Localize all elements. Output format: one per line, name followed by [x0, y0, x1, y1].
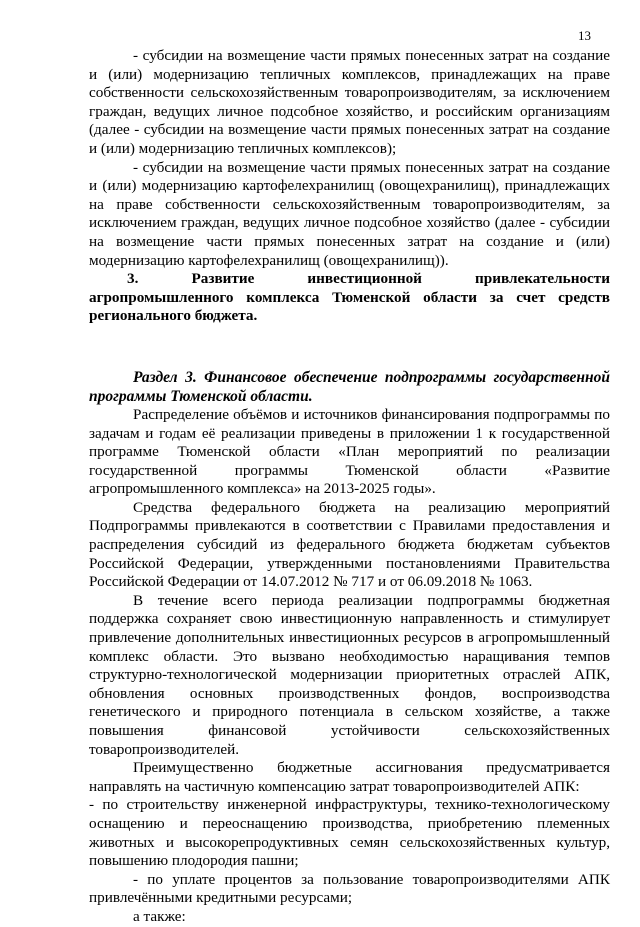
paragraph-budget-allocations: Преимущественно бюджетные ассигнования предусматривается направлять на частичную компенсацию затрат товаропроизводителей АПК: — [89, 759, 610, 795]
heading-investment-attractiveness: 3. Развитие инвестиционной привлекательности агропромышленного комплекса Тюменской области за счет средств регионального бюджета. — [89, 270, 610, 325]
document-body — [89, 47, 610, 927]
paragraph-federal-funds: Средства федерального бюджета на реализацию мероприятий Подпрограммы привлекаются в соответствии с Правилами предоставления и распределения субсидий из федерального бюджета бюджетам субъектов Российской Федерации, утвержденными постановлениями Правительства Российской Федерации от 14.07.2012 № 717 и от 06.09.2018 № 1063. — [89, 498, 610, 591]
paragraph-infrastructure: - по строительству инженерной инфраструктуры, технико-технологическому оснащению и переоснащению производства, приобретению племенных животных и высокорепродуктивных семян сельскохозяйственных культур, повышению плодородия пашни; — [89, 796, 610, 870]
paragraph-also: а также: — [133, 907, 186, 925]
paragraph-subsidy-greenhouses: - субсидии на возмещение части прямых понесенных затрат на создание и (или) модернизацию тепличных комплексов, принадлежащих на праве собственности сельскохозяйственным товаропроизводителям, за исключением граждан, ведущих личное подсобное хозяйство, и российским организациям (далее - субсидии на возмещение части прямых понесенных затрат на создание и (или) модернизацию тепличных комплексов); — [89, 47, 610, 157]
page-number: 13 — [578, 28, 591, 43]
paragraph-interest-payments: - по уплате процентов за пользование товаропроизводителями АПК привлечёнными кредитными ресурсами; — [89, 870, 610, 907]
paragraph-subsidy-potato-storage: - субсидии на возмещение части прямых понесенных затрат на создание и (или) модернизацию картофелехранилищ (овощехранилищ), принадлежащих на праве собственности сельскохозяйственным товаропроизводителям, за исключением граждан, ведущих личное подсобное хозяйство (далее - субсидии на возмещение части прямых понесенных затрат на создание и (или) модернизацию картофелехранилищ (овощехранилищ)). — [89, 158, 610, 269]
paragraph-investment-support: В течение всего периода реализации подпрограммы бюджетная поддержка сохраняет свою инвестиционную направленность и стимулирует привлечение дополнительных инвестиционных ресурсов в агропромышленный комплекс области. Это вызвано необходимостью наращивания темпов структурно-технологической модернизации приоритетных отраслей АПК, обновления основных производственных фондов, воспроизводства генетического и природного потенциала в сельском хозяйстве, а также повышения финансовой устойчивости сельскохозяйственных товаропроизводителей. — [89, 591, 610, 758]
paragraph-distribution: Распределение объёмов и источников финансирования подпрограммы по задачам и годам её реализации приведены в приложении 1 к государственной программе Тюменской области «План мероприятий по реализации государственной программы Тюменской области «Развитие агропромышленного комплекса» на 2013-2025 годы». — [89, 405, 610, 498]
section-title-financing: Раздел 3. Финансовое обеспечение подпрограммы государственной программы Тюменской области. — [89, 368, 610, 405]
